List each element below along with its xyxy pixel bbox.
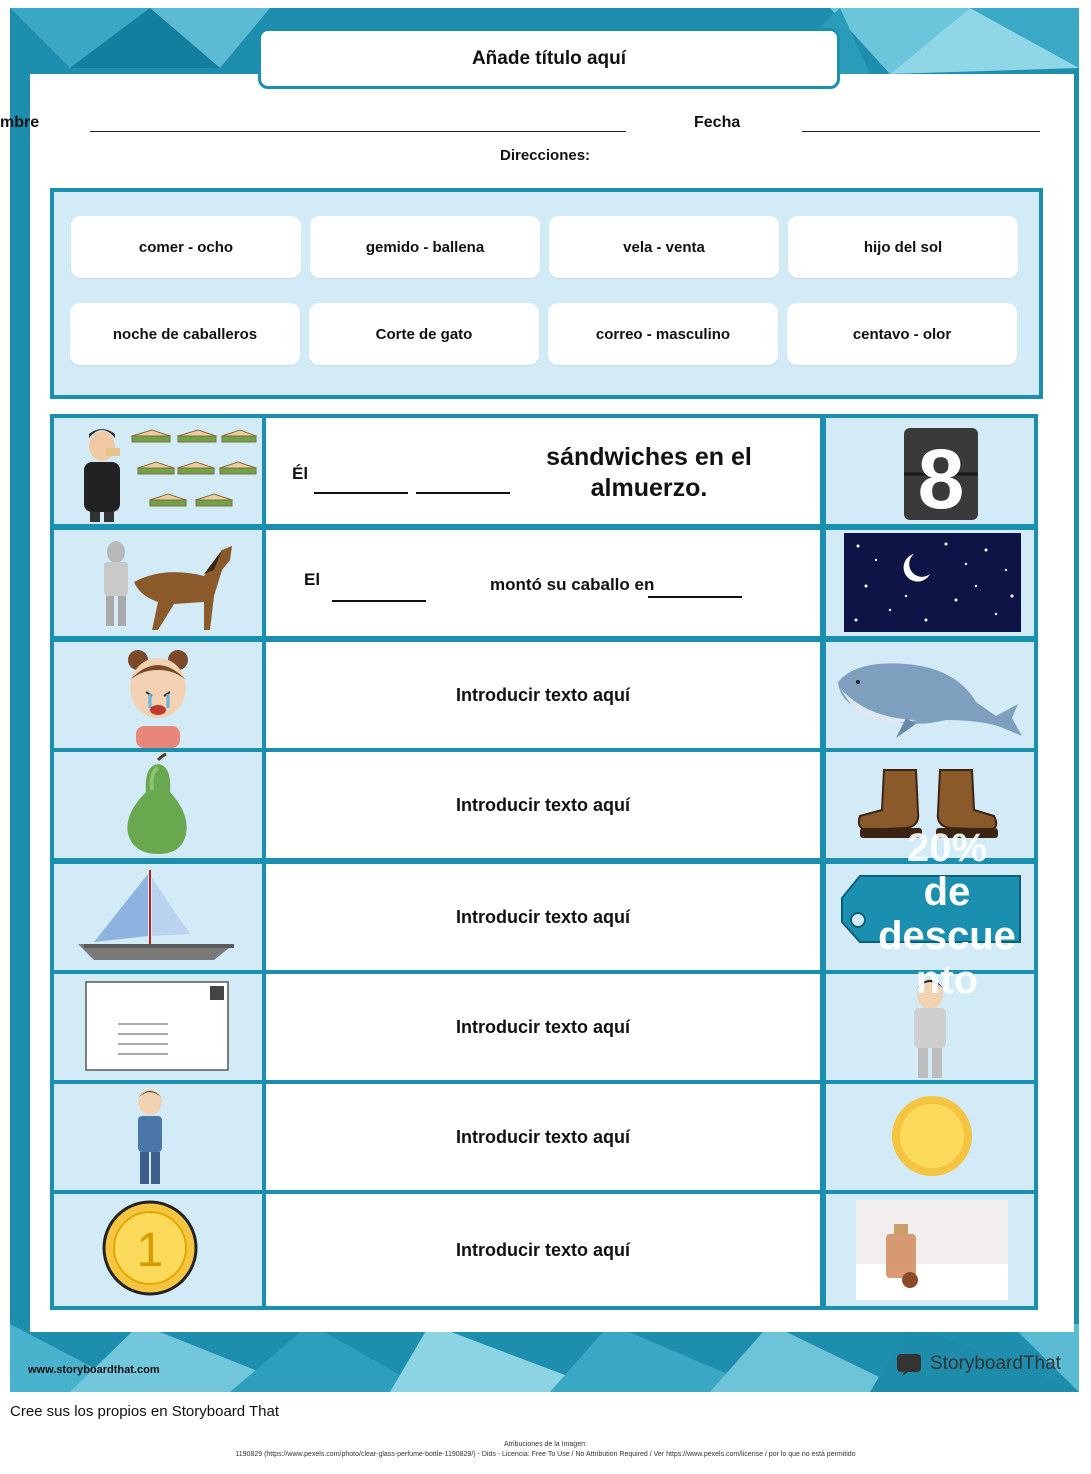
row-1-image-cell — [54, 418, 262, 524]
title-box[interactable] — [258, 28, 840, 89]
row-1-right-image-cell — [826, 418, 1034, 524]
sentence-end: sándwiches en el almuerzo. — [546, 443, 752, 502]
attribution-title: Atribuciones de la Imagen: — [504, 1441, 587, 1448]
row-3-right-image-cell — [826, 642, 1034, 748]
row-5-text: Introducir texto aquí — [455, 906, 630, 927]
eight-digit: 8 — [917, 432, 965, 524]
row-8-image-cell — [54, 1194, 262, 1306]
crying-girl-icon — [54, 642, 262, 748]
row-8-right-image-cell — [826, 1194, 1034, 1306]
row-3-text-cell[interactable] — [266, 642, 820, 748]
word-bank-item: gemido - ballena — [310, 216, 540, 278]
pear-icon — [54, 752, 262, 858]
coin-digit: 1 — [136, 1224, 164, 1277]
sun-icon — [826, 1084, 1034, 1190]
word-bank-item: comer - ocho — [71, 216, 301, 278]
row-7-text: Introducir texto aquí — [455, 1126, 630, 1147]
brand-logo[interactable] — [896, 1352, 1061, 1376]
row-3-image-cell — [54, 642, 262, 748]
row-5-image-cell — [54, 864, 262, 970]
date-line[interactable] — [802, 131, 1040, 132]
footer-url[interactable]: www.storyboardthat.com — [28, 1364, 160, 1376]
row-4-image-cell — [54, 752, 262, 858]
word-bank — [50, 188, 1043, 399]
postcard-icon — [54, 974, 262, 1080]
page-title: Añade título aquí — [471, 47, 627, 69]
name-line[interactable] — [90, 131, 626, 132]
row-4-text-cell[interactable] — [266, 752, 820, 858]
blank-line[interactable] — [314, 492, 408, 494]
knight-horse-icon — [54, 530, 262, 636]
whale-icon — [826, 642, 1034, 748]
word-bank-item: Corte de gato — [309, 303, 539, 365]
row-8-text: Introducir texto aquí — [455, 1239, 630, 1260]
blank-line[interactable] — [648, 596, 742, 598]
word-bank-item: noche de caballeros — [70, 303, 300, 365]
blank-line[interactable] — [332, 600, 426, 602]
word-bank-item: vela - venta — [549, 216, 779, 278]
row-7-image-cell — [54, 1084, 262, 1190]
word-bank-item: hijo del sol — [788, 216, 1018, 278]
row-6-image-cell — [54, 974, 262, 1080]
blank-line[interactable] — [416, 492, 510, 494]
row-6-text-cell[interactable] — [266, 974, 820, 1080]
row-3-text: Introducir texto aquí — [455, 684, 630, 705]
coin-icon — [54, 1194, 262, 1306]
perfume-photo — [826, 1194, 1034, 1306]
row-6-text: Introducir texto aquí — [455, 1016, 630, 1037]
row-2-sentence-cell[interactable] — [266, 530, 820, 636]
boy-eating-sandwich-icon — [54, 418, 262, 524]
row-2-image-cell — [54, 530, 262, 636]
brand-name: StoryboardThat — [930, 1353, 1061, 1374]
directions-label: Direcciones: — [500, 147, 591, 164]
boy-icon — [54, 1084, 262, 1190]
sentence-end: montó su caballo en — [490, 575, 655, 594]
number-eight-icon — [826, 418, 1034, 524]
row-8-text-cell[interactable] — [266, 1194, 820, 1306]
storyboard-logo-icon — [896, 1352, 926, 1376]
row-1-sentence-cell[interactable] — [266, 418, 820, 524]
word-bank-item: centavo - olor — [787, 303, 1017, 365]
sentence-start: Él — [292, 464, 309, 483]
sentence-start: El — [304, 570, 321, 589]
night-sky-icon — [826, 530, 1034, 636]
word-bank-item: correo - masculino — [548, 303, 778, 365]
create-link[interactable]: Cree sus los propios en Storyboard That — [10, 1403, 280, 1420]
row-5-text-cell[interactable] — [266, 864, 820, 970]
sale-tag-text: 20% de descue nto — [878, 826, 1016, 1002]
row-7-right-image-cell — [826, 1084, 1034, 1190]
row-7-text-cell[interactable] — [266, 1084, 820, 1190]
row-4-text: Introducir texto aquí — [455, 794, 630, 815]
date-label: Fecha — [694, 114, 741, 131]
attribution-text: 1190829 (https://www.pexels.com/photo/clear-glass-perfume-bottle-1190829/) - Dids - Licencia: Free To Use / No Attribution Required / Ver https://www.pexels.com/license / por lo que no está permitido — [235, 1451, 856, 1458]
name-label: mbre — [0, 114, 40, 131]
sailboat-icon — [54, 864, 262, 970]
row-2-right-image-cell — [826, 530, 1034, 636]
